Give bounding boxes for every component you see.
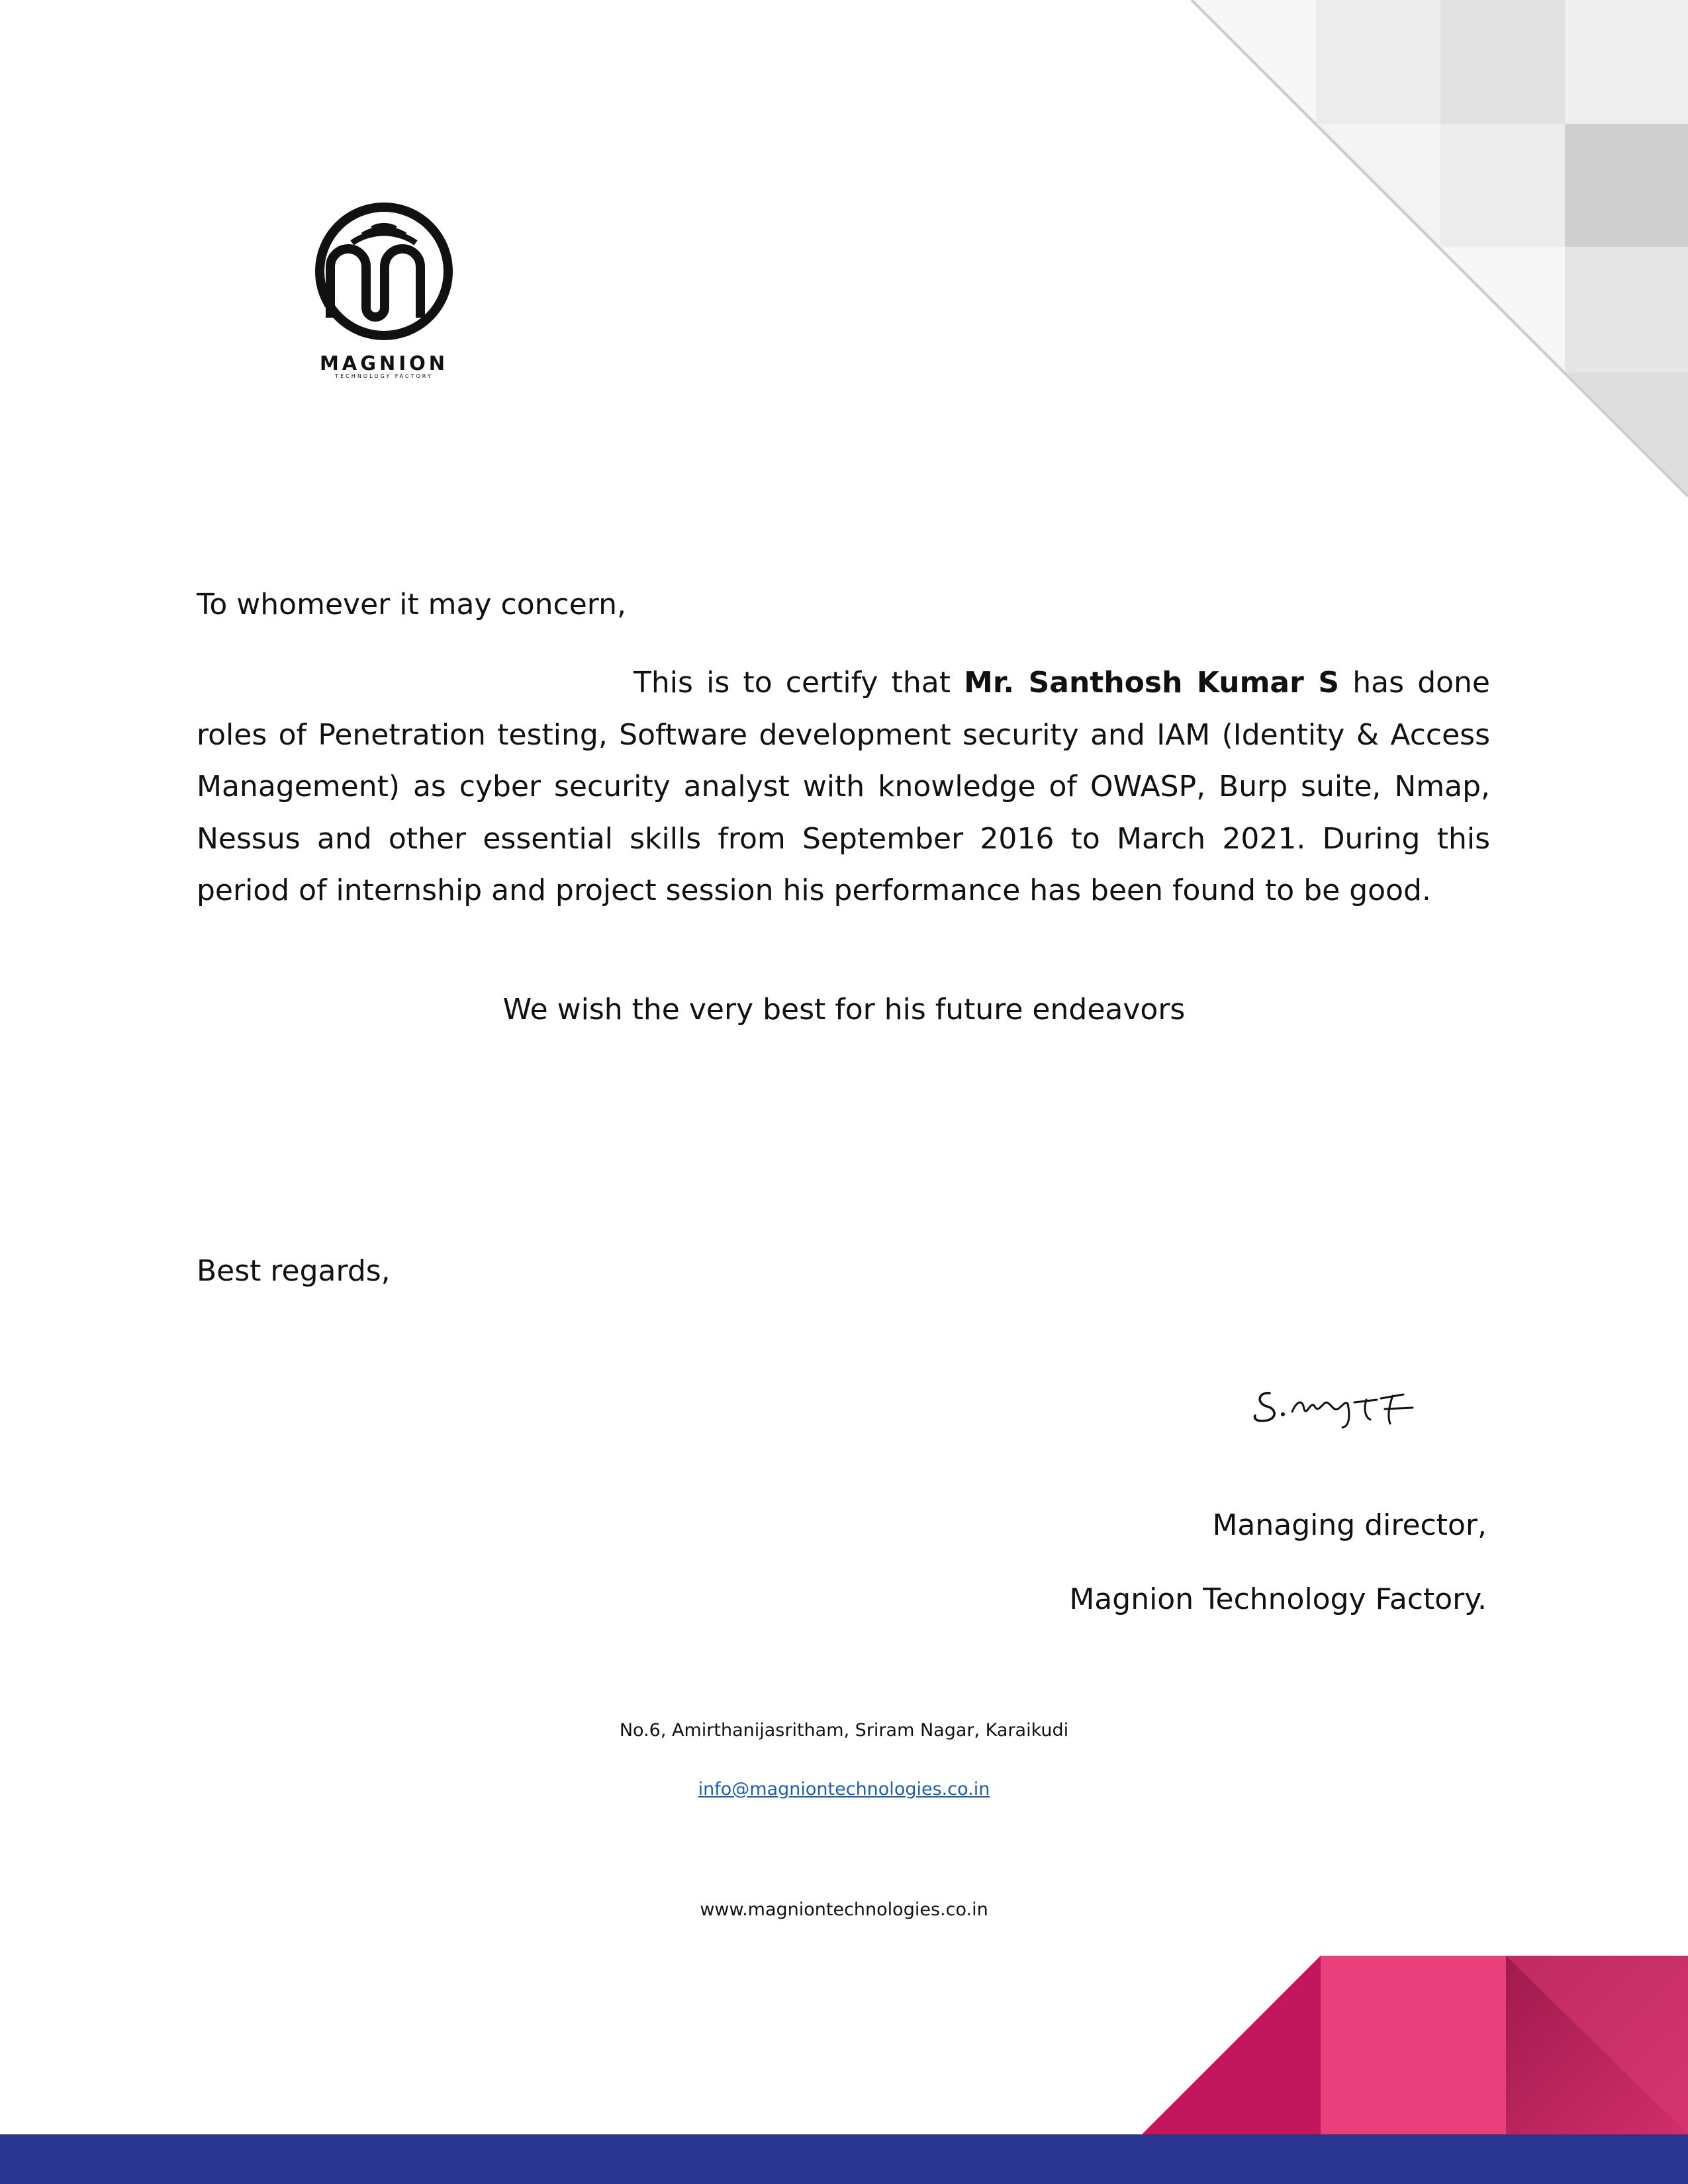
certificate-paragraph [197, 657, 1490, 917]
footer-decoration [0, 1946, 1688, 2184]
signatory-role: Managing director, [1212, 1508, 1487, 1542]
footer-website: www.magniontechnologies.co.in [700, 1899, 988, 1920]
person-name: Mr. Santhosh Kumar S [964, 666, 1340, 700]
signature [1251, 1380, 1450, 1433]
brand-name: MAGNION [319, 352, 449, 375]
body-rest: has done roles of Penetration testing, Software development security and IAM (Identity & Access Management) as cyber security analyst with knowledge of OWASP, Burp suite, Nmap, Nessus and other essential skills from September 2016 to March 2021. During this period of internship and project session his performance has been found to be good. [197, 666, 1490, 907]
company-name: Magnion Technology Factory. [1069, 1582, 1487, 1616]
closing: Best regards, [197, 1254, 391, 1288]
wish-line: We wish the very best for his future endeavors [502, 993, 1186, 1026]
signature-text [1251, 1380, 1450, 1433]
body-intro: This is to certify that [633, 666, 964, 700]
footer-address: No.6, Amirthanijasritham, Sriram Nagar, Karaikudi [619, 1720, 1069, 1741]
brand-tagline: TECHNOLOGY FACTORY [335, 373, 433, 379]
header-decoration [0, 0, 1688, 503]
salutation: To whomever it may concern, [197, 588, 626, 621]
footer-email-link[interactable]: info@magniontechnologies.co.in [698, 1779, 990, 1799]
